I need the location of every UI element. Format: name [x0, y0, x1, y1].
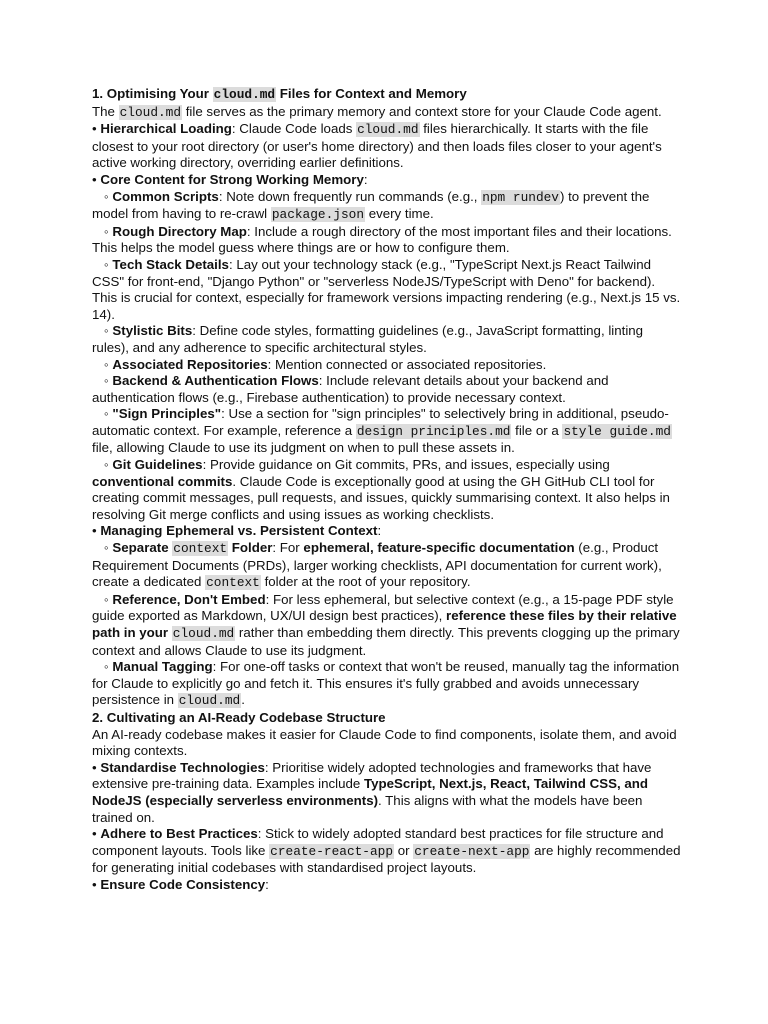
inline-code: cloud.md [119, 104, 182, 120]
text: : Stick to widely adopted standard best practices for file structure and component layouts. Tools like [92, 826, 664, 858]
bullet-hierarchical-loading [92, 121, 682, 172]
bullet: • [92, 759, 101, 775]
bold-term: Separate [112, 540, 173, 556]
bullet-managing-context [92, 523, 682, 540]
text: rather than embedding them directly. This prevents clogging up the primary context and allows Claude to use its judgment. [92, 625, 680, 658]
subbullet-rough-directory-map [92, 224, 682, 257]
bullet: • [92, 876, 101, 892]
inline-code: cloud.md [178, 693, 241, 709]
text: : Lay out your technology stack (e.g., "TypeScript Next.js React Tailwind CSS" for front-end, "Django Python" or "serverless NodeJS/TypeScript with Deno" for backend). This is crucial for context, especially for framework versions impacting rendering (e.g., Next.js 15 vs. 14). [92, 256, 681, 322]
text: : [363, 171, 368, 187]
text: : [377, 523, 382, 539]
subbullet-tech-stack [92, 257, 682, 323]
heading-text: 1. Optimising Your [92, 86, 213, 101]
bold-term: Manual Tagging [112, 659, 213, 675]
subbullet-common-scripts [92, 189, 682, 224]
inline-code: context [206, 575, 260, 591]
inline-code: cloud.md [213, 87, 276, 102]
text: : Include a rough directory of the most important files and their locations. This helps the model guess where things are or how to configure them. [92, 223, 672, 256]
text: file serves as the primary memory and context store for your Claude Code agent. [182, 103, 662, 119]
subbullet-associated-repositories [92, 357, 682, 374]
sub-bullet: ◦ [104, 256, 113, 272]
bold-term: Ensure Code Consistency [100, 876, 266, 892]
text: : Note down frequently run commands (e.g., [218, 188, 482, 204]
text: (e.g., Product Requirement Documents (PRDs), larger working checklists, API documentation for current work), create a dedicated [92, 540, 662, 590]
bold-term: "Sign Principles" [112, 406, 222, 422]
text: . Claude Code is exceptionally good at using the GH GitHub CLI tool for creating commit messages, pull requests, and issues, quickly summarising context. It also helps in resolving Git merge conflicts and using issues as working checklists. [92, 473, 670, 522]
bold-term: Core Content for Strong Working Memory [100, 171, 364, 187]
bold-term: conventional commits [92, 473, 233, 489]
heading-text: Files for Context and Memory [276, 86, 467, 101]
sub-bullet: ◦ [104, 373, 113, 389]
bold-term: Rough Directory Map [112, 223, 247, 239]
sub-bullet: ◦ [104, 356, 113, 372]
bold-term: Reference, Don't Embed [112, 591, 266, 607]
subbullet-git-guidelines [92, 457, 682, 523]
text: : Include relevant details about your backend and authentication flows (e.g., Firebase authentication) to provide necessary context. [92, 373, 609, 405]
subbullet-sign-principles [92, 406, 682, 457]
bold-term: Git Guidelines [112, 457, 203, 473]
bold-term: Folder [228, 540, 273, 556]
document-body [92, 86, 682, 894]
bullet: • [92, 171, 101, 187]
text: : Use a section for "sign principles" to selectively bring in additional, pseudo-automatic context. For example, reference a [92, 406, 669, 438]
text: are highly recommended for generating initial codebases with standardised project layouts. [92, 842, 681, 876]
inline-code: style guide.md [563, 423, 671, 439]
text: : Define code styles, formatting guidelines (e.g., JavaScript formatting, linting rules), and any adherence to specific architectural styles. [92, 323, 644, 355]
sub-bullet: ◦ [104, 223, 113, 239]
bold-term: Common Scripts [112, 188, 219, 204]
sub-bullet: ◦ [104, 406, 113, 422]
text: : For one-off tasks or context that won't be reused, manually tag the information for Claude to explicitly go and fetch it. This ensures it's fully grabbed and avoids unnecessary persistence in [92, 659, 680, 708]
sub-bullet: ◦ [104, 591, 113, 607]
inline-code: npm rundev [482, 189, 559, 205]
text: file, allowing Claude to use its judgment on when to pull these assets in. [92, 440, 515, 456]
text: folder at the root of your repository. [260, 574, 471, 590]
text: : Claude Code loads [231, 121, 357, 137]
bullet-core-content [92, 172, 682, 189]
text: every time. [365, 206, 434, 222]
subbullet-manual-tagging [92, 659, 682, 710]
text: files hierarchically. It starts with the file closest to your root directory (or user's home directory) and then loads files closer to your agent's active working directory, overriding earlier definitions. [92, 121, 662, 171]
bold-term: Adhere to Best Practices [100, 826, 258, 842]
text: : For [272, 540, 304, 556]
text: ) to prevent the model from having to re-crawl [92, 188, 650, 222]
bold-term: Associated Repositories [112, 356, 268, 372]
inline-code: context [173, 541, 228, 557]
inline-code: cloud.md [172, 626, 235, 641]
inline-code: package.json [271, 207, 364, 223]
bold-term: Managing Ephemeral vs. Persistent Context [100, 523, 378, 539]
text: The [92, 103, 119, 119]
bold-term: Standardise Technologies [100, 759, 265, 775]
bold-term: ephemeral, feature-specific documentation [303, 540, 575, 556]
sub-bullet: ◦ [104, 188, 113, 204]
text: file or a [511, 422, 563, 438]
bullet: • [92, 523, 101, 539]
sub-bullet: ◦ [104, 323, 113, 339]
bullet: • [92, 826, 101, 842]
bold-term: Stylistic Bits [112, 323, 193, 339]
subbullet-backend-auth [92, 373, 682, 406]
paragraph-intro [92, 104, 682, 122]
sub-bullet: ◦ [104, 659, 113, 675]
bullet-adhere-best-practices [92, 826, 682, 877]
bullet: • [92, 121, 101, 137]
text: : For less ephemeral, but selective context (e.g., a 15-page PDF style guide exported as Markdown, UX/UI design best practices), [92, 591, 674, 624]
bullet-standardise-technologies [92, 760, 682, 826]
bold-term: TypeScript, Next.js, React, Tailwind CSS, and NodeJS (especially serverless environments) [92, 776, 648, 808]
sub-bullet: ◦ [104, 540, 113, 556]
subbullet-reference-dont-embed [92, 592, 682, 659]
inline-code: design principles.md [356, 423, 511, 439]
text: . This aligns with what the models have been trained on. [92, 792, 643, 825]
heading-section-1 [92, 86, 682, 104]
bold-term: Hierarchical Loading [100, 121, 232, 137]
text: . [241, 692, 245, 708]
text: : Prioritise widely adopted technologies and frameworks that have extensive pre-training data. Examples include [92, 759, 652, 792]
text: or [394, 842, 414, 858]
subbullet-separate-context-folder [92, 540, 682, 592]
bold-term: Tech Stack Details [112, 256, 229, 272]
text: : Mention connected or associated repositories. [267, 356, 547, 372]
bold-term: reference these files by their relative path in your [92, 608, 677, 640]
text: : Provide guidance on Git commits, PRs, and issues, especially using [202, 457, 610, 473]
heading-section-2: 2. Cultivating an AI-Ready Codebase Structure [92, 709, 386, 725]
subbullet-stylistic-bits [92, 323, 682, 356]
bullet-ensure-code-consistency [92, 877, 682, 894]
paragraph-section-2: An AI-ready codebase makes it easier for Claude Code to find components, isolate them, and avoid mixing contexts. [92, 726, 677, 759]
text: : [265, 876, 269, 892]
inline-code: cloud.md [357, 122, 419, 138]
sub-bullet: ◦ [104, 457, 113, 473]
bold-term: Backend & Authentication Flows [112, 373, 319, 389]
inline-code: create-next-app [414, 843, 530, 859]
inline-code: create-react-app [270, 843, 394, 859]
